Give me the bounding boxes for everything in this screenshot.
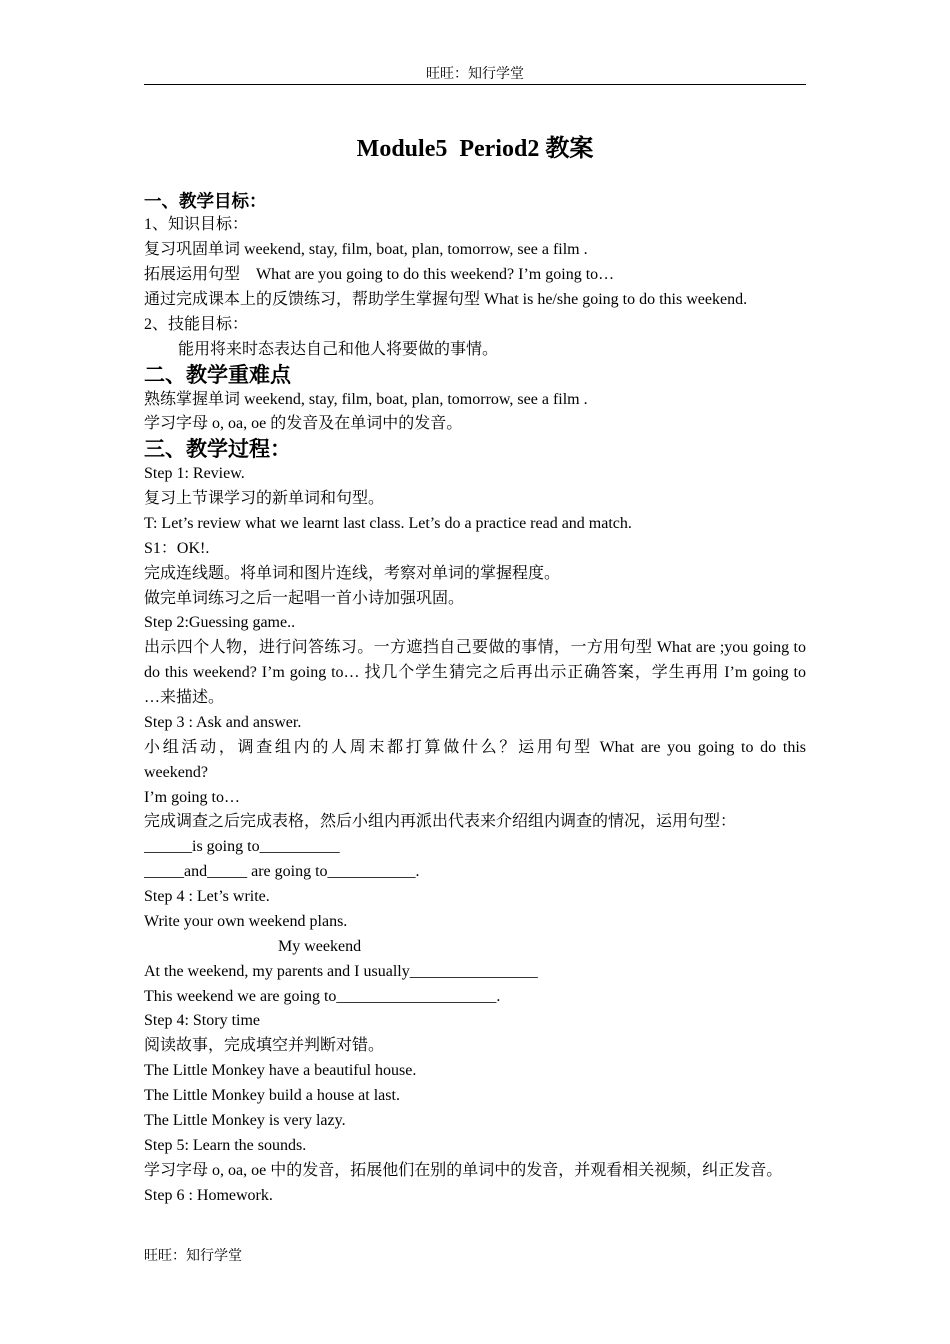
step-paragraph-line: do this weekend? I’m going to… 找几个学生猜完之后再出示正确答案，学生再用 I’m going to bbox=[144, 664, 806, 682]
knowledge-line: 复习巩固单词 weekend, stay, film, boat, plan, tomorrow, see a film . bbox=[144, 241, 588, 259]
running-header bbox=[144, 65, 806, 85]
section-objectives bbox=[144, 189, 806, 363]
step-line: 学习字母 o, oa, oe 中的发音，拓展他们在别的单词中的发音，并观看相关视频，纠正发音。 bbox=[144, 1161, 783, 1179]
footer-text: 旺旺：知行学堂 bbox=[144, 1249, 242, 1264]
step-title: Step 4 : Let’s write. bbox=[144, 888, 270, 905]
subheading-knowledge-goals: 1、知识目标： bbox=[144, 216, 249, 234]
sentence-pattern-blank: ______is going to__________ bbox=[144, 838, 340, 856]
section-key-points bbox=[144, 363, 806, 438]
step-line: T: Let’s review what we learnt last class. Let’s do a practice read and match. bbox=[144, 514, 632, 532]
step-title: Step 4: Story time bbox=[144, 1012, 260, 1030]
section-heading-key-points: 二、教学重难点 bbox=[144, 362, 291, 387]
subheading-skill-goals: 2、技能目标： bbox=[144, 315, 249, 333]
step-line: 做完单词练习之后一起唱一首小诗加强巩固。 bbox=[144, 589, 465, 607]
step-2 bbox=[144, 611, 806, 711]
step-paragraph-line: weekend? bbox=[144, 763, 208, 781]
header-text: 旺旺：知行学堂 bbox=[426, 67, 524, 82]
key-point-line: 学习字母 o, oa, oe 的发音及在单词中的发音。 bbox=[144, 415, 463, 433]
step-line: 复习上节课学习的新单词和句型。 bbox=[144, 490, 385, 507]
step-paragraph-line: 出示四个人物，进行问答练习。一方遮挡自己要做的事情，一方用句型 What are ;you going to bbox=[144, 639, 806, 657]
writing-blank: At the weekend, my parents and I usually________________ bbox=[144, 962, 538, 980]
step-line: I’m going to… bbox=[144, 788, 240, 806]
step-4-write bbox=[144, 885, 806, 1009]
section-teaching-process bbox=[144, 437, 806, 1208]
step-paragraph-line: 小组活动，调查组内的人周末都打算做什么？运用句型 What are you going to do this bbox=[144, 738, 806, 756]
key-point-line: 熟练掌握单词 weekend, stay, film, boat, plan, tomorrow, see a film . bbox=[144, 390, 588, 408]
step-title: Step 1: Review. bbox=[144, 465, 245, 483]
running-footer bbox=[144, 1247, 242, 1267]
step-line: 完成调查之后完成表格，然后小组内再派出代表来介绍组内调查的情况，运用句型： bbox=[144, 813, 737, 831]
step-6 bbox=[144, 1184, 806, 1209]
skill-line: 能用将来时态表达自己和他人将要做的事情。 bbox=[178, 340, 499, 358]
step-title: Step 2:Guessing game.. bbox=[144, 614, 296, 632]
step-1 bbox=[144, 462, 806, 611]
document-body bbox=[144, 189, 806, 1209]
section-heading-process: 三、教学过程： bbox=[144, 437, 291, 462]
step-title: Step 5: Learn the sounds. bbox=[144, 1136, 307, 1154]
knowledge-line: 拓展运用句型 What are you going to do this weekend? I’m going to… bbox=[144, 266, 615, 284]
step-paragraph-line: …来描述。 bbox=[144, 689, 225, 706]
writing-blank: This weekend we are going to____________________. bbox=[144, 987, 501, 1005]
story-statement: The Little Monkey have a beautiful house. bbox=[144, 1062, 417, 1080]
step-line: Write your own weekend plans. bbox=[144, 912, 348, 930]
step-title: Step 6 : Homework. bbox=[144, 1186, 273, 1204]
step-line: S1：OK!. bbox=[144, 539, 210, 557]
step-line: 阅读故事，完成填空并判断对错。 bbox=[144, 1037, 385, 1055]
document-title: Module5 Period2 教案 bbox=[356, 136, 594, 162]
sentence-pattern-blank: _____and_____ are going to___________. bbox=[144, 863, 420, 881]
step-5 bbox=[144, 1134, 806, 1184]
section-heading-objectives: 一、教学目标： bbox=[144, 190, 267, 211]
writing-title: My weekend bbox=[278, 937, 362, 955]
knowledge-line: 通过完成课本上的反馈练习，帮助学生掌握句型 What is he/she going to do this weekend. bbox=[144, 291, 748, 308]
step-line: 完成连线题。将单词和图片连线，考察对单词的掌握程度。 bbox=[144, 564, 561, 582]
story-statement: The Little Monkey is very lazy. bbox=[144, 1111, 346, 1129]
story-statement: The Little Monkey build a house at last. bbox=[144, 1087, 400, 1104]
step-4-story bbox=[144, 1009, 806, 1133]
step-title: Step 3 : Ask and answer. bbox=[144, 713, 302, 731]
step-3 bbox=[144, 711, 806, 885]
